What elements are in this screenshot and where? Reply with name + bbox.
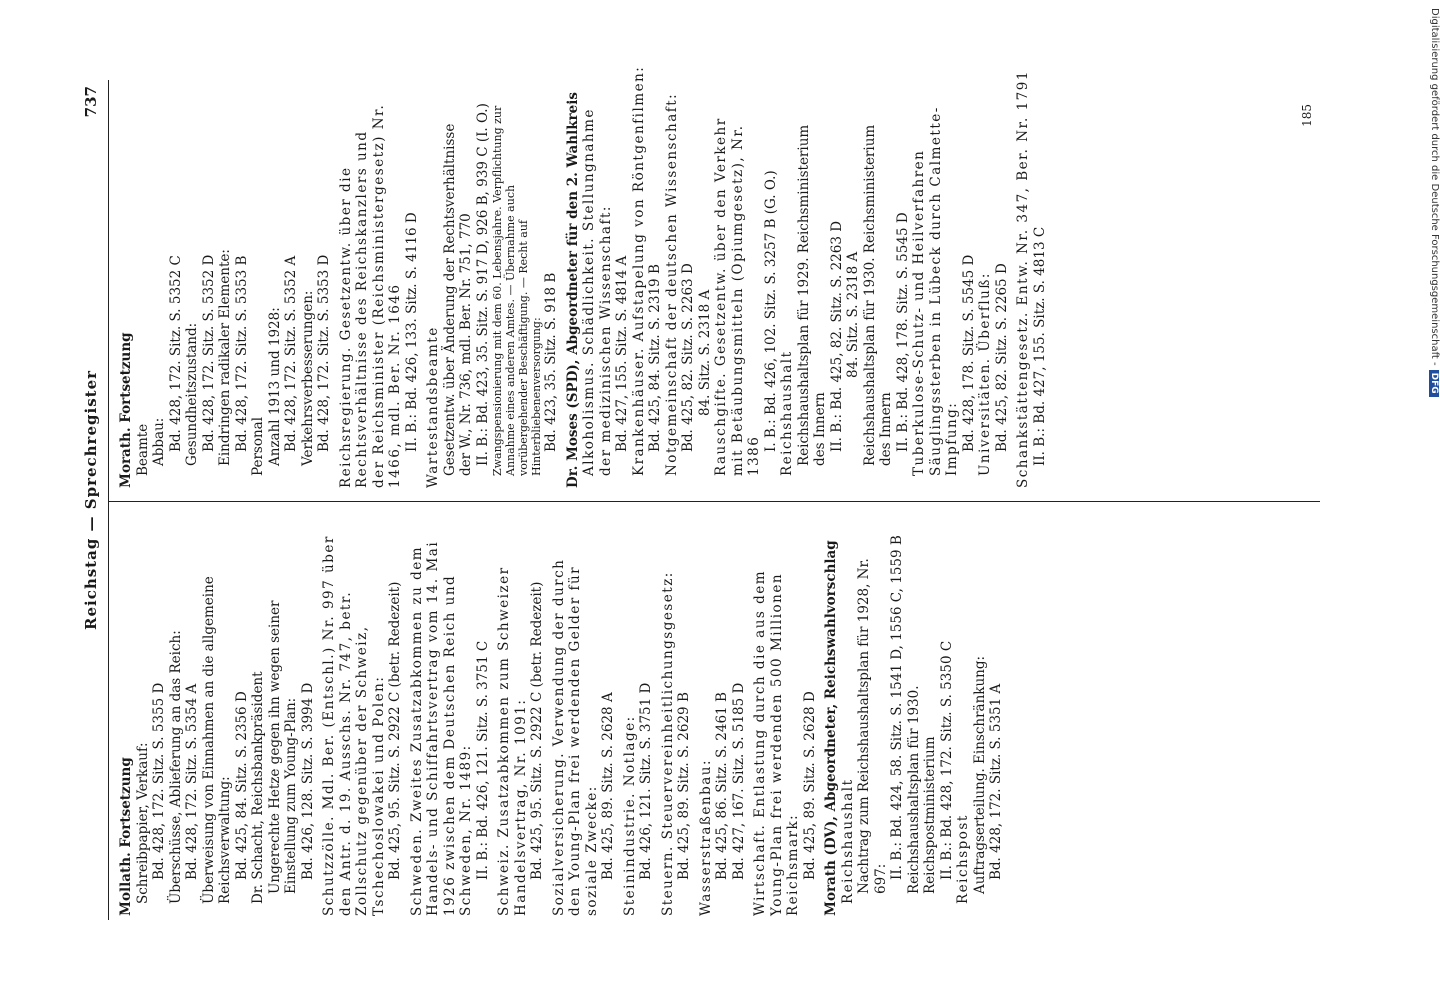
- reference: Bd. 425, 82. Sitz. S. 2265 D: [993, 263, 1010, 452]
- topic: Schweiz. Zusatzabkommen zum Schweizer Handelsvertrag, Nr. 1091:: [496, 566, 529, 916]
- subentry: Reichshaushaltsplan für 1930. Reichsministerium des Innern: [861, 124, 894, 466]
- reference: II. B.: Bd. 426, 121. Sitz. S. 3751 C: [474, 640, 491, 880]
- subentry: Überschüsse, Ablieferung an das Reich:: [167, 630, 184, 904]
- footer-number: 185: [1300, 104, 1314, 127]
- reference: II. B.: Bd. 423, 35. Sitz. S. 917 D, 926 B, 939 C (I. O.): [474, 103, 491, 466]
- reference: Bd. 425, 89. Sitz. S. 2629 B: [676, 692, 692, 880]
- entry-heading: Dr. Moses (SPD), Abgeordneter für den 2. Wahlkreis: [564, 92, 581, 488]
- rotated-page: [80, 65, 1320, 920]
- subentry: Reichshaushaltsplan für 1929. Reichsministerium des Innern: [795, 124, 828, 466]
- entry-heading: Morath (DV), Abgeordneter, Reichswahlvorschlag: [823, 540, 839, 916]
- reference: Bd. 425, 82. Sitz. S. 2263 D: [680, 263, 696, 452]
- topic: Rauschgifte. Gesetzentw. über den Verkehr mit Betäubungsmitteln (Opiumgesetz), Nr. 1386: [713, 117, 762, 476]
- topic: Steuern. Steuervereinheitlichungsgesetz:: [659, 571, 676, 916]
- topic: Wartestandsbeamte: [425, 326, 441, 488]
- reference: II. B.: Bd. 425, 82. Sitz. S. 2263 D: [828, 220, 845, 452]
- subentry: Auftragserteilung. Einschränkung:: [971, 655, 988, 894]
- reference: 84. Sitz. S. 2318 A: [845, 251, 861, 378]
- subentry: Anzahl 1913 und 1928:: [266, 307, 283, 466]
- subentry: Überweisung von Einnahmen an die allgemeine Reichsverwaltung:: [200, 576, 233, 904]
- subentry: Reichshaushalt: [839, 778, 856, 904]
- reference: Bd. 428, 172. Sitz. S. 5352 A: [283, 255, 299, 452]
- subentry: Personal: [250, 416, 266, 476]
- dfg-logo: DFG: [1429, 370, 1439, 397]
- topic: Schutzzölle. Mdl. Ber. (Entschl.) Nr. 997 über den Antr. d. 19. Ausschs. Nr. 747, betr. Zollschutz gegenüber der Schweiz, Tschechoslowakei und Polen:: [321, 535, 387, 916]
- reference: Bd. 427, 167. Sitz. S. 5185 D: [730, 682, 747, 880]
- reference: II. B.: Bd. 426, 133. Sitz. S. 4116 D: [403, 212, 420, 452]
- subentry: Beamte: [134, 423, 151, 476]
- topic: Alkoholismus. Schädlichkeit. Stellungnahme der medizinischen Wissenschaft:: [581, 108, 614, 476]
- reference: Bd. 426, 121. Sitz. S. 3751 D: [638, 682, 654, 880]
- topic: Tuberkulose-Schutz- und Heilverfahren Säuglingssterben in Lübeck durch Calmette-Impfung:: [911, 106, 960, 476]
- right-column: [118, 65, 1320, 488]
- subentry: Verkehrsverbesserungen:: [299, 290, 316, 466]
- reference: Bd. 427, 155. Sitz. S. 4814 A: [614, 255, 630, 452]
- subentry: Dr. Schacht, Reichsbankpräsident: [250, 671, 266, 904]
- reference: II. B.: Bd. 424, 58. Sitz. S. 1541 D, 1556 C, 1559 B: [889, 535, 905, 880]
- reference: II. B.: Bd. 428, 172. Sitz. S. 5350 C: [938, 640, 955, 880]
- topic: Steinindustrie. Notlage:: [621, 715, 638, 916]
- reference: Bd. 428, 172. Sitz. S. 5353 D: [316, 254, 332, 452]
- left-column: [118, 526, 1320, 916]
- reference: Bd. 425, 86. Sitz. S. 2461 B: [714, 692, 730, 880]
- page-number: 737: [82, 86, 100, 118]
- reference: II. B.: Bd. 428, 178. Sitz. S. 5545 D: [894, 212, 911, 452]
- reference: Bd. 428, 172. Sitz. S. 5352 D: [200, 254, 217, 452]
- topic: Notgemeinschaft der deutschen Wissenschaft:: [663, 92, 680, 476]
- subentry: Reichshaushaltsplan für 1930. Reichspostministerium: [905, 685, 938, 894]
- reference: I. B.: Bd. 426, 102. Sitz. S. 3257 B (G. O.): [762, 170, 779, 452]
- reference: Bd. 425, 89. Sitz. S. 2628 A: [600, 692, 616, 880]
- sidebar-credit: [1429, 8, 1440, 428]
- reference: Bd. 423, 35. Sitz. S. 918 B: [543, 272, 559, 452]
- running-title: Reichstag — Sprechregister: [82, 369, 100, 631]
- reference: Bd. 428, 172. Sitz. S. 5354 A: [184, 683, 200, 880]
- reference: Bd. 425, 84. Sitz. S. 2319 B: [647, 264, 663, 452]
- topic: Sozialversicherung. Verwendung der durch den Young-Plan frei werdenden Gelder für soziale Zwecke:: [550, 558, 600, 916]
- subentry: Schreibpapier, Verkauf:: [134, 742, 151, 904]
- topic: Wasserstraßenbau:: [697, 758, 714, 916]
- topic: Universitäten. Überfluß:: [977, 272, 993, 476]
- topic: Reichsregierung. Gesetzentw. über die Rechtsverhältnisse des Reichskanzlers und der Reichsminister (Reichsministergesetz) Nr. 1466, mdl. Ber. Nr. 1646: [337, 103, 403, 488]
- reference: Bd. 425, 84. Sitz. S. 2356 D: [233, 691, 250, 880]
- reference: Bd. 425, 89. Sitz. S. 2628 D: [801, 691, 818, 880]
- reference: Bd. 426, 128. Sitz. S. 3994 D: [299, 682, 316, 880]
- reference: Bd. 428, 172. Sitz. S. 5355 D: [151, 682, 167, 880]
- reference: Bd. 425, 95. Sitz. S. 2922 C (betr. Redezeit): [387, 581, 403, 880]
- topic: Schweden. Zweites Zusatzabkommen zu dem Handels- und Schiffahrtsvertrag vom 14. Mai 1926 zwischen dem Deutschen Reich und Schweden, Nr. 1489:: [408, 540, 474, 916]
- topic: Wirtschaft. Entlastung durch die aus dem Young-Plan frei werdenden 500 Millionen Reichsmark:: [752, 569, 801, 916]
- entry-heading: Mollath. Fortsetzung: [118, 757, 134, 916]
- reference: 84. Sitz. S. 2318 A: [696, 289, 713, 416]
- subentry: Gesetzentw. über Änderung der Rechtsverhältnisse der W., Nr. 736, mdl. Ber. Nr. 751, 770: [441, 123, 474, 476]
- subentry: Reichspost: [955, 814, 971, 904]
- subentry: Abbau:: [151, 417, 167, 466]
- subentry-small: Zwangspensionierung mit dem 60. Lebensjahre. Verpflichtung zur Annahme eines anderen Amtes. — Übernahme auch vorübergehender Beschäftigung. — Recht auf Hinterbliebenenversorgung:: [491, 105, 543, 476]
- reference: Bd. 428, 172. Sitz. S. 5351 A: [988, 683, 1004, 880]
- reference: Bd. 428, 172. Sitz. S. 5353 B: [233, 255, 250, 452]
- column-separator: [108, 501, 1320, 502]
- reference: II. B.: Bd. 427, 155. Sitz. S. 4813 C: [1031, 226, 1048, 466]
- subentry: Nachtrag zum Reichshaushaltsplan für 1928, Nr. 697:: [856, 558, 889, 894]
- entry-heading: Morath. Fortsetzung: [118, 332, 134, 488]
- topic: Reichshaushalt: [779, 350, 795, 476]
- topic: Krankenhäuser. Aufstapelung von Röntgenfilmen:: [630, 65, 647, 476]
- header-rule: [108, 80, 109, 920]
- topic: Schankstättengesetz. Entw. Nr. 347, Ber. Nr. 1791: [1015, 70, 1031, 488]
- reference: Bd. 428, 172. Sitz. S. 5352 C: [167, 255, 184, 452]
- subentry: Gesundheitszustand:: [184, 322, 200, 466]
- reference: Bd. 425, 95. Sitz. S. 2922 C (betr. Redezeit): [529, 581, 545, 880]
- reference: Bd. 428, 178. Sitz. S. 5545 D: [960, 254, 977, 452]
- funding-note: Digitalisierung gefördert durch die Deutsche Forschungsgemeinschaft -: [1429, 8, 1440, 366]
- subentry: Ungerechte Hetze gegen ihn wegen seiner Einstellung zum Young-Plan:: [266, 600, 299, 894]
- subentry: Eindringen radikaler Elemente:: [217, 249, 233, 466]
